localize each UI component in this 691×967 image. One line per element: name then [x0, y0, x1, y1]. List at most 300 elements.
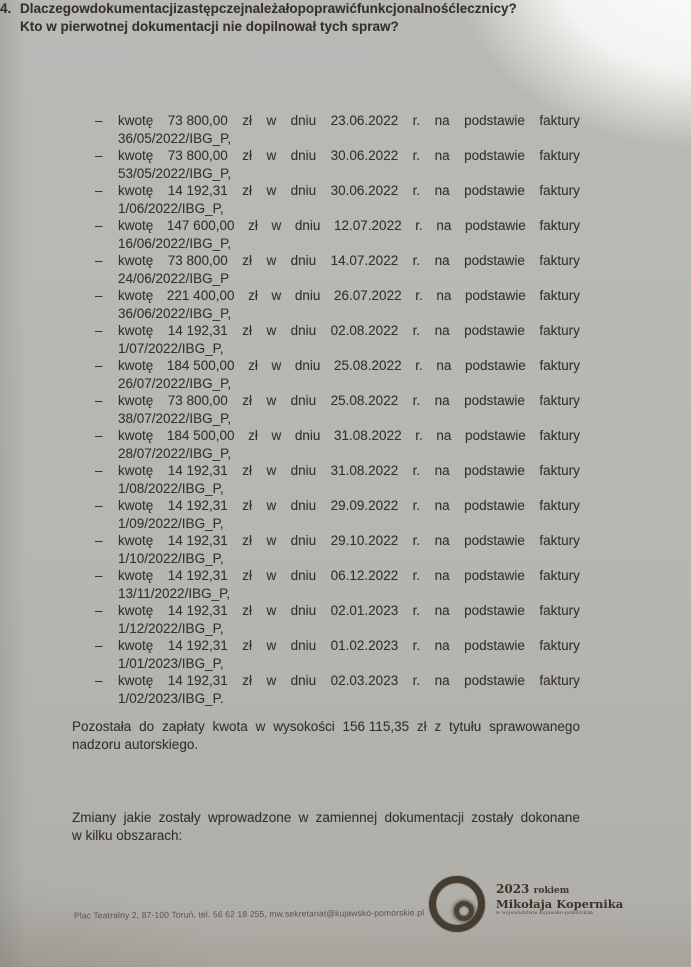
payment-invoice-number: 26/07/2022/IBG_P,	[118, 375, 232, 391]
payment-list	[95, 112, 580, 707]
payment-amount: 14 192,31	[167, 603, 228, 618]
payment-item-line1	[118, 462, 580, 480]
payment-item-body	[118, 112, 580, 147]
word-faktury: faktury	[539, 498, 580, 513]
word: zastępczej	[176, 1, 245, 16]
word-podstawie: podstawie	[464, 638, 525, 653]
word-zl: zł	[242, 568, 252, 583]
payment-invoice-number: 1/12/2022/IBG_P,	[118, 620, 224, 636]
word-podstawie: podstawie	[464, 323, 525, 338]
word-podstawie: podstawie	[464, 148, 525, 163]
word-zl: zł	[242, 393, 252, 408]
word-r: r.	[412, 498, 421, 513]
word-faktury: faktury	[539, 113, 580, 128]
word-podstawie: podstawie	[464, 113, 525, 128]
payment-amount: 14 192,31	[167, 323, 228, 338]
word-r: r.	[412, 148, 421, 163]
word-w: w	[266, 183, 277, 198]
payment-date: 02.08.2022	[330, 323, 399, 338]
word-kwote: kwotę	[118, 463, 154, 478]
word: z	[434, 719, 442, 734]
payment-item-body	[118, 357, 580, 392]
footer-address: Plac Teatralny 2, 87-100 Toruń, tel. 56 62 18 255, mw.sekretariat@kujawsko-pomorskie.pl	[73, 907, 425, 921]
payment-item-body	[118, 287, 580, 322]
word: zamiennej	[315, 810, 378, 825]
logo-subtitle: w województwie kujawsko-pomorskim	[496, 911, 594, 916]
word-w: w	[266, 463, 277, 478]
word-faktury: faktury	[539, 463, 580, 478]
payment-list-item	[95, 497, 580, 532]
list-dash: –	[95, 113, 103, 128]
word-podstawie: podstawie	[464, 463, 525, 478]
remaining-amount-paragraph	[72, 718, 580, 753]
word-r: r.	[412, 393, 421, 408]
payment-invoice-number: 36/05/2022/IBG_P,	[118, 130, 232, 146]
word-kwote: kwotę	[118, 113, 154, 128]
payment-date: 06.12.2022	[330, 568, 399, 583]
payment-item-line1	[118, 147, 580, 165]
word: wprowadzone	[207, 810, 292, 825]
list-dash: –	[95, 533, 103, 548]
word: jakie	[123, 810, 152, 825]
word-dniu: dniu	[290, 393, 317, 408]
payment-invoice-number: 53/05/2022/IBG_P,	[118, 165, 232, 181]
payment-amount: 73 800,00	[167, 253, 228, 268]
payment-item-line1	[118, 392, 580, 410]
word-kwote: kwotę	[118, 568, 154, 583]
word-na: na	[434, 638, 450, 653]
word: tytułu	[449, 719, 482, 734]
word: poprawić	[297, 1, 357, 16]
word-kwote: kwotę	[118, 358, 154, 373]
word-dniu: dniu	[290, 533, 317, 548]
list-dash: –	[95, 323, 103, 338]
payment-amount: 221 400,00	[166, 288, 235, 303]
payment-item-body	[118, 567, 580, 602]
word-w: w	[271, 358, 282, 373]
payment-list-item	[95, 252, 580, 287]
payment-item-body	[118, 462, 580, 497]
payment-invoice-number: 24/06/2022/IBG_P	[118, 270, 230, 286]
payment-item-line1	[118, 532, 580, 550]
word-faktury: faktury	[539, 253, 580, 268]
logo-year-line	[496, 883, 646, 898]
payment-amount: 184 500,00	[166, 428, 235, 443]
word-dniu: dniu	[290, 498, 317, 513]
payment-item-body	[118, 392, 580, 427]
payment-list-item	[95, 672, 580, 707]
word-w: w	[266, 148, 277, 163]
payment-item-body	[118, 497, 580, 532]
question-body	[20, 0, 517, 35]
word-kwote: kwotę	[118, 253, 154, 268]
payment-list-item	[95, 532, 580, 567]
word: Zmiany	[72, 810, 117, 825]
word-dniu: dniu	[290, 603, 317, 618]
payment-list-item	[95, 217, 580, 252]
word-podstawie: podstawie	[464, 568, 525, 583]
list-dash: –	[95, 288, 103, 303]
word-w: w	[266, 498, 277, 513]
payment-amount: 14 192,31	[167, 568, 228, 583]
payment-date: 30.06.2022	[330, 183, 399, 198]
payment-item-body	[118, 147, 580, 182]
payment-item-body	[118, 602, 580, 637]
word: Pozostała	[72, 719, 132, 734]
word-zl: zł	[242, 603, 252, 618]
logo-name: Mikołaja Kopernika	[496, 897, 624, 911]
payment-date: 23.06.2022	[330, 113, 399, 128]
word-w: w	[266, 673, 277, 688]
payment-invoice-number: 1/10/2022/IBG_P,	[118, 550, 224, 566]
word-faktury: faktury	[539, 428, 580, 443]
payment-list-item	[95, 357, 580, 392]
word-dniu: dniu	[290, 253, 317, 268]
word-podstawie: podstawie	[464, 393, 525, 408]
list-dash: –	[95, 638, 103, 653]
list-dash: –	[95, 218, 103, 233]
list-dash: –	[95, 568, 103, 583]
payment-amount: 184 500,00	[166, 358, 235, 373]
word-podstawie: podstawie	[464, 533, 525, 548]
word-zl: zł	[242, 148, 252, 163]
logo-year: 2023	[496, 882, 530, 896]
word-na: na	[436, 358, 452, 373]
word-zl: zł	[242, 113, 252, 128]
list-dash: –	[95, 253, 103, 268]
word-kwote: kwotę	[118, 288, 154, 303]
word-faktury: faktury	[539, 323, 580, 338]
word-na: na	[434, 498, 450, 513]
word-podstawie: podstawie	[464, 253, 525, 268]
word-zl: zł	[242, 533, 252, 548]
payment-item-line1	[118, 287, 580, 305]
word-podstawie: podstawie	[465, 288, 526, 303]
word-r: r.	[415, 218, 423, 233]
word-r: r.	[415, 288, 423, 303]
word-faktury: faktury	[539, 183, 580, 198]
word-faktury: faktury	[539, 603, 580, 618]
word-zl: zł	[248, 358, 258, 373]
word-faktury: faktury	[539, 218, 580, 233]
word-w: w	[271, 218, 282, 233]
word-faktury: faktury	[539, 533, 580, 548]
word-w: w	[266, 393, 277, 408]
word-r: r.	[415, 428, 423, 443]
word-zl: zł	[242, 673, 252, 688]
word-na: na	[434, 253, 450, 268]
word-dniu: dniu	[294, 288, 321, 303]
word-w: w	[266, 568, 277, 583]
payment-list-item	[95, 602, 580, 637]
list-dash: –	[95, 603, 103, 618]
word-w: w	[266, 533, 277, 548]
word-na: na	[434, 603, 450, 618]
word: w	[298, 810, 309, 825]
word-r: r.	[412, 533, 421, 548]
payment-date: 26.07.2022	[334, 288, 402, 303]
word-na: na	[434, 323, 450, 338]
question-number: 4.	[0, 1, 12, 16]
payment-amount: 14 192,31	[167, 673, 228, 688]
payment-item-body	[118, 322, 580, 357]
payment-invoice-number: 38/07/2022/IBG_P,	[118, 410, 232, 426]
word-kwote: kwotę	[118, 218, 154, 233]
word: 156 115,35	[342, 719, 410, 734]
word-podstawie: podstawie	[465, 428, 526, 443]
word-faktury: faktury	[539, 288, 580, 303]
word-w: w	[271, 288, 282, 303]
word-w: w	[266, 323, 277, 338]
payment-invoice-number: 36/06/2022/IBG_P,	[118, 305, 232, 321]
payment-item-body	[118, 217, 580, 252]
word-kwote: kwotę	[118, 148, 154, 163]
changes-line1	[72, 809, 580, 827]
word-podstawie: podstawie	[465, 218, 526, 233]
word-podstawie: podstawie	[465, 358, 526, 373]
word-r: r.	[412, 323, 421, 338]
word: funkcjonalność	[356, 1, 456, 16]
word-zl: zł	[248, 218, 258, 233]
word-na: na	[434, 533, 450, 548]
word-podstawie: podstawie	[464, 673, 525, 688]
list-dash: –	[95, 393, 103, 408]
payment-list-item	[95, 462, 580, 497]
payment-list-item	[95, 637, 580, 672]
word-w: w	[266, 253, 277, 268]
payment-item-line1	[118, 602, 580, 620]
word-w: w	[266, 603, 277, 618]
payment-date: 02.01.2023	[330, 603, 399, 618]
word-w: w	[266, 113, 277, 128]
word: kwota	[212, 719, 248, 734]
logo-text	[496, 883, 646, 917]
word-zl: zł	[242, 323, 252, 338]
word-kwote: kwotę	[118, 428, 154, 443]
list-dash: –	[95, 498, 103, 513]
payment-date: 25.08.2022	[334, 358, 402, 373]
word-kwote: kwotę	[118, 498, 154, 513]
payment-list-item	[95, 567, 580, 602]
word: zapłaty	[161, 719, 205, 734]
word-r: r.	[412, 183, 421, 198]
payment-invoice-number: 1/08/2022/IBG_P,	[118, 480, 224, 496]
word-podstawie: podstawie	[464, 603, 525, 618]
inner-ring-icon	[454, 901, 474, 921]
list-dash: –	[95, 183, 103, 198]
word-na: na	[434, 568, 450, 583]
word: zostały	[158, 810, 201, 825]
word-r: r.	[412, 603, 421, 618]
payment-list-item	[95, 182, 580, 217]
list-dash: –	[95, 673, 103, 688]
word-dniu: dniu	[294, 428, 321, 443]
payment-list-item	[95, 427, 580, 462]
word-dniu: dniu	[294, 358, 321, 373]
payment-item-line1	[118, 182, 580, 200]
ring-icon	[429, 876, 485, 932]
word-na: na	[434, 393, 450, 408]
word-r: r.	[412, 253, 421, 268]
payment-item-line1	[118, 497, 580, 515]
word-dniu: dniu	[290, 148, 317, 163]
word-faktury: faktury	[539, 568, 580, 583]
payment-invoice-number: 1/06/2022/IBG_P,	[118, 200, 224, 216]
payment-invoice-number: 28/07/2022/IBG_P,	[118, 445, 232, 461]
payment-date: 29.09.2022	[330, 498, 399, 513]
payment-amount: 147 600,00	[166, 218, 235, 233]
payment-item-line1	[118, 112, 580, 130]
payment-amount: 73 800,00	[167, 148, 228, 163]
word-na: na	[434, 148, 450, 163]
payment-item-line1	[118, 252, 580, 270]
list-dash: –	[95, 358, 103, 373]
word-r: r.	[412, 463, 421, 478]
word-faktury: faktury	[539, 393, 580, 408]
payment-invoice-number: 1/01/2023/IBG_P,	[118, 655, 224, 671]
remaining-amount-line1	[72, 718, 580, 736]
word-kwote: kwotę	[118, 673, 154, 688]
list-dash: –	[95, 463, 103, 478]
word: sprawowanego	[489, 719, 580, 734]
word-kwote: kwotę	[118, 638, 154, 653]
word-faktury: faktury	[539, 673, 580, 688]
payment-date: 01.02.2023	[330, 638, 399, 653]
word: dokonane	[520, 810, 580, 825]
word-dniu: dniu	[290, 113, 317, 128]
payment-item-line1	[118, 672, 580, 690]
payment-date: 30.06.2022	[330, 148, 399, 163]
word-w: w	[266, 638, 277, 653]
word: zostały	[471, 810, 514, 825]
word-kwote: kwotę	[118, 533, 154, 548]
word-dniu: dniu	[290, 183, 317, 198]
word-r: r.	[412, 673, 421, 688]
payment-item-line1	[118, 217, 580, 235]
word-dniu: dniu	[290, 323, 317, 338]
payment-list-item	[95, 392, 580, 427]
payment-item-line1	[118, 357, 580, 375]
word-r: r.	[412, 638, 421, 653]
payment-item-line1	[118, 567, 580, 585]
word-zl: zł	[242, 253, 252, 268]
word-r: r.	[412, 568, 421, 583]
word-na: na	[436, 428, 452, 443]
word-podstawie: podstawie	[464, 498, 525, 513]
word-zl: zł	[242, 463, 252, 478]
payment-list-item	[95, 287, 580, 322]
logo-year-suffix: rokiem	[533, 886, 570, 896]
word-faktury: faktury	[539, 358, 580, 373]
word: zł	[416, 719, 427, 734]
word-zl: zł	[242, 183, 252, 198]
payment-item-line1	[118, 637, 580, 655]
word-podstawie: podstawie	[464, 183, 525, 198]
payment-date: 12.07.2022	[334, 218, 402, 233]
payment-amount: 73 800,00	[167, 113, 228, 128]
word-na: na	[434, 673, 450, 688]
word: w	[79, 1, 90, 16]
word: lecznicy?	[455, 1, 517, 16]
changes-line2: w kilku obszarach:	[72, 827, 183, 843]
payment-invoice-number: 13/11/2022/IBG_P,	[118, 585, 231, 601]
word-r: r.	[412, 113, 421, 128]
payment-date: 14.07.2022	[330, 253, 399, 268]
word: Dlaczego	[20, 1, 80, 16]
word-faktury: faktury	[539, 148, 580, 163]
payment-date: 31.08.2022	[334, 428, 402, 443]
payment-list-item	[95, 147, 580, 182]
list-dash: –	[95, 148, 103, 163]
list-dash: –	[95, 428, 103, 443]
word-kwote: kwotę	[118, 393, 154, 408]
payment-amount: 14 192,31	[167, 533, 228, 548]
payment-amount: 14 192,31	[167, 463, 228, 478]
payment-item-line1	[118, 322, 580, 340]
remaining-amount-line2: nadzoru autorskiego.	[72, 736, 199, 752]
question-line2: Kto w pierwotnej dokumentacji nie dopilnował tych spraw?	[20, 18, 399, 34]
word: w	[255, 719, 266, 734]
payment-list-item	[95, 112, 580, 147]
word-faktury: faktury	[539, 638, 580, 653]
payment-invoice-number: 16/06/2022/IBG_P,	[118, 235, 232, 251]
payment-amount: 14 192,31	[167, 638, 228, 653]
word-kwote: kwotę	[118, 603, 154, 618]
payment-item-body	[118, 182, 580, 217]
payment-invoice-number: 1/02/2023/IBG_P.	[118, 690, 224, 706]
word: wysokości	[273, 719, 335, 734]
word-zl: zł	[248, 288, 258, 303]
word-na: na	[434, 463, 450, 478]
payment-date: 02.03.2023	[330, 673, 399, 688]
payment-item-body	[118, 252, 580, 287]
word-na: na	[436, 288, 452, 303]
payment-item-body	[118, 672, 580, 707]
payment-amount: 14 192,31	[167, 183, 228, 198]
word-kwote: kwotę	[118, 183, 154, 198]
changes-paragraph	[72, 809, 580, 844]
payment-date: 29.10.2022	[330, 533, 399, 548]
payment-list-item	[95, 322, 580, 357]
payment-date: 25.08.2022	[330, 393, 399, 408]
word-na: na	[436, 218, 452, 233]
word: należało	[244, 1, 298, 16]
payment-item-body	[118, 532, 580, 567]
payment-date: 31.08.2022	[330, 463, 399, 478]
payment-invoice-number: 1/09/2022/IBG_P,	[118, 515, 224, 531]
word-r: r.	[415, 358, 423, 373]
word-kwote: kwotę	[118, 323, 154, 338]
question-4	[0, 0, 517, 35]
word-na: na	[434, 183, 450, 198]
word-dniu: dniu	[290, 673, 317, 688]
payment-item-body	[118, 427, 580, 462]
word-w: w	[271, 428, 282, 443]
word: do	[139, 719, 155, 734]
word-zl: zł	[248, 428, 258, 443]
payment-invoice-number: 1/07/2022/IBG_P,	[118, 340, 224, 356]
word-dniu: dniu	[294, 218, 321, 233]
word-dniu: dniu	[290, 463, 317, 478]
payment-amount: 73 800,00	[167, 393, 228, 408]
payment-item-body	[118, 637, 580, 672]
payment-item-line1	[118, 427, 580, 445]
payment-amount: 14 192,31	[167, 498, 228, 513]
word: dokumentacji	[384, 810, 464, 825]
word-zl: zł	[242, 498, 252, 513]
word-zl: zł	[242, 638, 252, 653]
word-dniu: dniu	[290, 638, 317, 653]
